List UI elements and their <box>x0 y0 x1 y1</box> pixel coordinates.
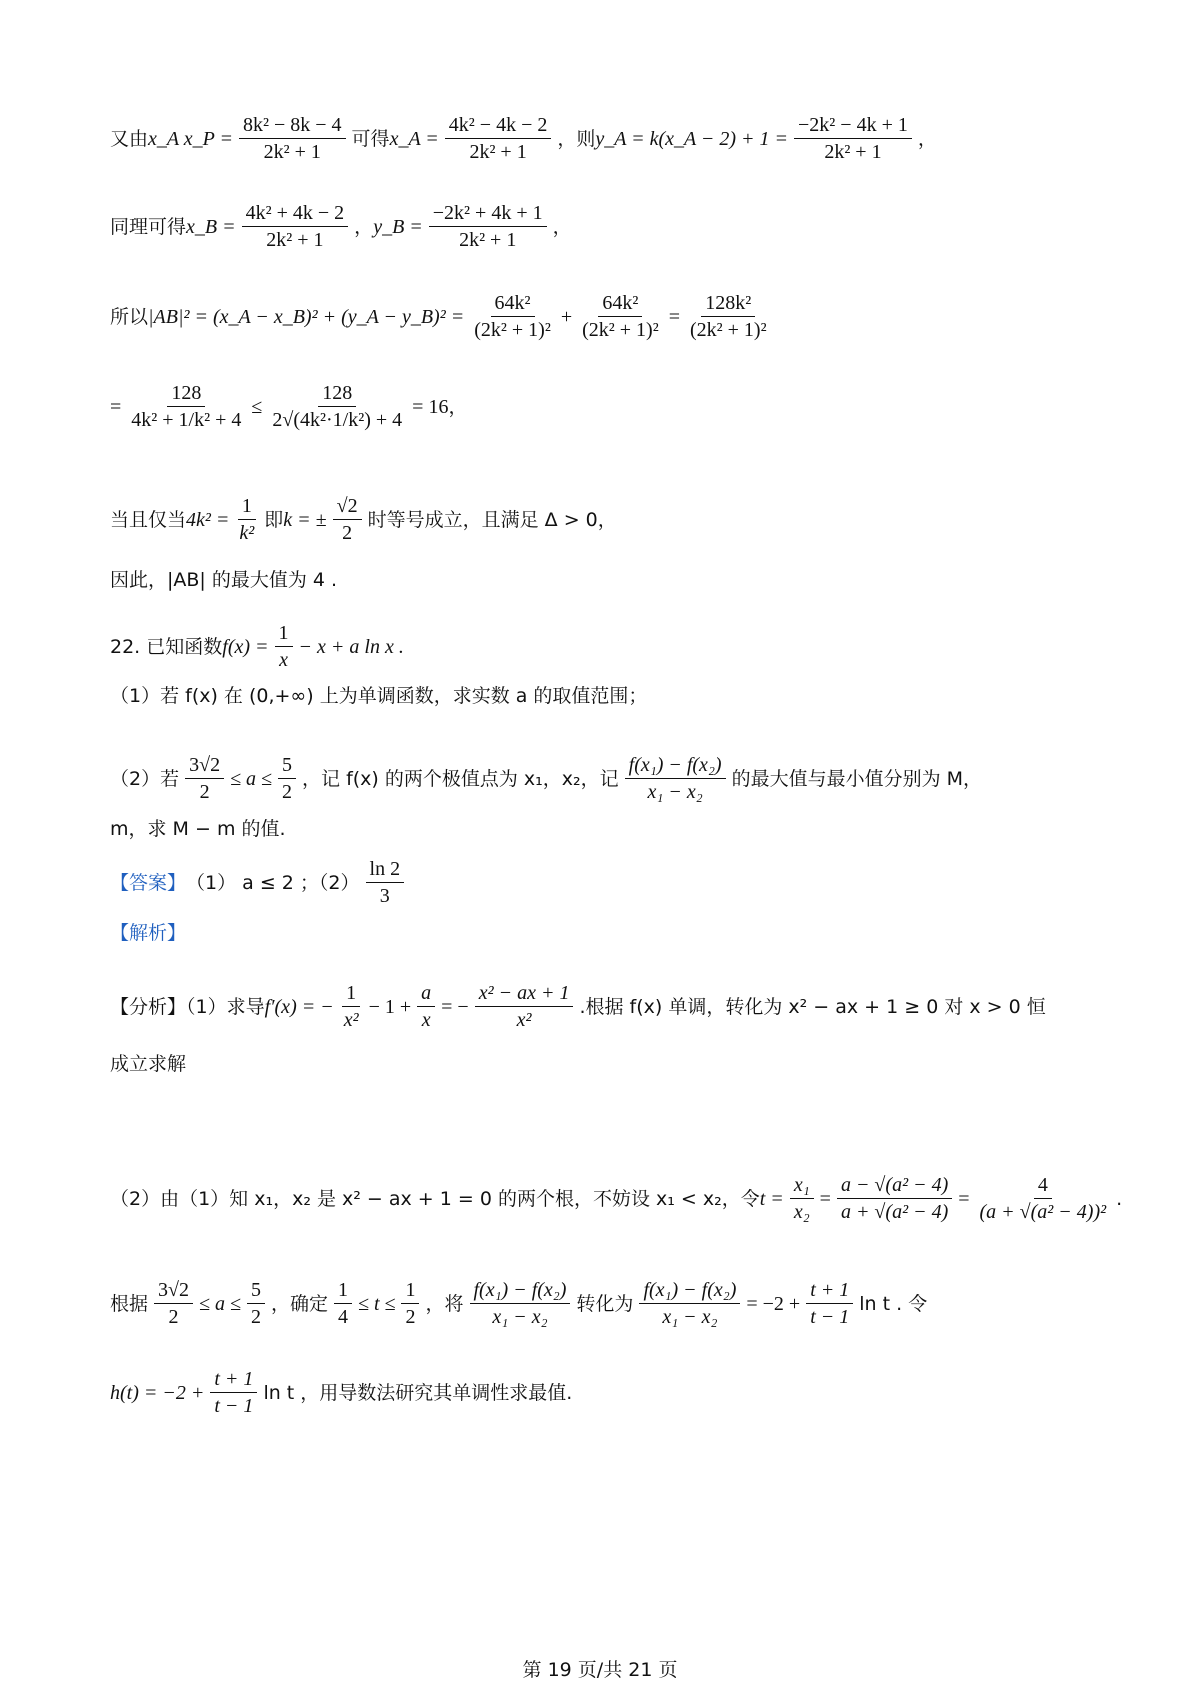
line-ab-squared <box>110 290 777 343</box>
text: .根据 f(x) 单调，转化为 x² − ax + 1 ≥ 0 对 x > 0 恒 <box>579 995 1046 1018</box>
answer-tag: 【答案】 <box>110 871 187 894</box>
fraction: $\frac{t + 1}{t - 1}$ <box>210 1366 257 1419</box>
operator: = <box>110 395 122 418</box>
fraction: $\frac{1}{4}$ <box>334 1277 352 1330</box>
operator: = <box>819 1187 831 1210</box>
fraction: $\frac{t + 1}{t - 1}$ <box>806 1277 853 1330</box>
text: 【分析】（1）求导 <box>110 995 265 1018</box>
formula: f′(x) = − <box>264 995 334 1018</box>
text: 的最大值与最小值分别为 M， <box>731 767 982 790</box>
text: 转化为 <box>576 1292 634 1315</box>
analysis-tag-line <box>110 919 186 947</box>
analysis-part1-cont <box>110 1050 186 1078</box>
formula: t = <box>759 1187 784 1210</box>
fraction: $\frac{\text{8k² − 8k − 4}}{\text{2k² + 1}}$ <box>239 112 346 165</box>
operator: ≤ <box>251 395 263 418</box>
formula: x_A x_P = <box>148 127 233 150</box>
analysis-part2-range <box>110 1277 927 1330</box>
text: m，求 M − m 的值. <box>110 818 286 840</box>
fraction: $\frac{\text{x² − ax + 1}}{\text{x²}}$ <box>475 980 574 1033</box>
text: 同理可得 <box>110 215 187 238</box>
formula: ≤ t ≤ <box>357 1292 396 1315</box>
formula: y_A = k(x_A − 2) + 1 = <box>595 127 789 150</box>
operator: = <box>668 305 680 328</box>
operator: + <box>560 305 573 328</box>
fraction: $\frac{1}{\text{x²}}$ <box>343 982 359 1031</box>
fraction: $\frac{\text{f(x₁) − f(x₂)}}{\text{x₁ − x₂}}$ <box>625 752 726 805</box>
fraction: $\frac{1}{\text{k²}}$ <box>239 495 255 544</box>
text: 成立求解 <box>110 1053 187 1075</box>
text: 即 <box>264 508 284 531</box>
formula: ≤ a ≤ <box>199 1292 241 1315</box>
fraction: $\frac{1}{2}$ <box>401 1277 419 1330</box>
formula: − x + a ln x . <box>298 635 404 658</box>
analysis-part2 <box>110 1172 1122 1225</box>
fraction: $\frac{√2}{2}$ <box>333 493 362 546</box>
fraction: $\frac{128}{\text{2√(4k²·1/k²) + 4}}$ <box>272 382 403 431</box>
formula: = −2 + <box>746 1292 801 1315</box>
problem-22-part1 <box>110 682 647 710</box>
fraction: $\frac{128}{\text{4k² + 1/k² + 4}}$ <box>131 382 242 431</box>
text: 因此，|AB| 的最大值为 4 . <box>110 569 338 591</box>
fraction: $\frac{\text{4k² + 4k − 2}}{\text{2k² + 1}}$ <box>242 200 349 253</box>
formula: f(x) = <box>222 635 269 658</box>
text: （1）若 f(x) 在 (0,+∞) 上为单调函数，求实数 a 的取值范围； <box>110 685 648 707</box>
text: （1） a ≤ 2 ；（2） <box>186 871 360 894</box>
text: ， <box>448 395 468 418</box>
formula: x_B = <box>186 215 236 238</box>
analysis-h-function <box>110 1366 572 1419</box>
fraction: $\frac{\text{−2k² − 4k + 1}}{\text{2k² + 1}}$ <box>794 112 912 165</box>
text: . <box>1116 1187 1123 1210</box>
text: ， <box>354 215 374 238</box>
line-conclusion <box>110 566 337 594</box>
text: （2）若 <box>110 767 180 790</box>
text: 所以 <box>110 305 149 328</box>
line-equality-condition <box>110 493 617 546</box>
formula: − 1 + <box>368 995 412 1018</box>
text: ln t ，用导数法研究其单调性求最值. <box>263 1381 573 1404</box>
fraction: $\frac{3√2}{2}$ <box>185 752 224 805</box>
analysis-tag: 【解析】 <box>110 922 187 944</box>
formula: ≤ a ≤ <box>230 767 273 790</box>
text: ，则 <box>557 127 596 150</box>
formula: |AB|² = (x_A − x_B)² + (y_A − y_B)² = <box>148 305 465 328</box>
text: ， <box>552 215 572 238</box>
text: 根据 <box>110 1292 149 1315</box>
fraction: $\frac{5}{2}$ <box>247 1277 265 1330</box>
fraction: $\frac{\text{f(x₁) − f(x₂)}}{\text{x₁ − x₂}}$ <box>639 1277 740 1330</box>
text: ，记 f(x) 的两个极值点为 x₁，x₂，记 <box>302 767 619 790</box>
page-footer: 第 19 页/共 21 页 <box>522 1659 678 1681</box>
formula: y_B = <box>373 215 423 238</box>
line-xa <box>110 112 937 165</box>
fraction: $\frac{4}{\text{(a + √(a² − 4))²}}$ <box>979 1174 1107 1223</box>
fraction: $\frac{\text{a − √(a² − 4)}}{\text{a + √(a² − 4)}}$ <box>837 1172 952 1225</box>
line-inequality <box>110 380 467 433</box>
problem-22-part2-cont <box>110 815 286 843</box>
fraction: $\frac{\text{−2k² + 4k + 1}}{\text{2k² + 1}}$ <box>429 200 547 253</box>
analysis-part1 <box>110 980 1046 1033</box>
fraction: $\frac{5}{2}$ <box>278 752 296 805</box>
line-xb <box>110 200 572 253</box>
fraction: $\frac{\text{4k² − 4k − 2}}{\text{2k² + 1}}$ <box>445 112 552 165</box>
text: （2）由（1）知 x₁，x₂ 是 x² − ax + 1 = 0 的两个根，不妨设 x₁ < x₂，令 <box>110 1187 760 1210</box>
text: 22. 已知函数 <box>110 635 223 658</box>
formula: = 16 <box>412 395 449 418</box>
fraction: $\frac{\text{64k²}}{\text{(2k² + 1)²}}$ <box>582 292 659 341</box>
formula: 4k² = <box>186 508 230 531</box>
text: ln t . 令 <box>859 1292 928 1315</box>
text: 可得 <box>351 127 390 150</box>
text: ，确定 <box>270 1292 328 1315</box>
fraction: $\frac{a}{x}$ <box>417 980 435 1033</box>
fraction: $\frac{\ln 2}{3}$ <box>366 856 405 909</box>
fraction: $\frac{\text{128k²}}{\text{(2k² + 1)²}}$ <box>689 292 767 341</box>
fraction: $\frac{\text{64k²}}{\text{(2k² + 1)²}}$ <box>474 292 551 341</box>
formula: h(t) = −2 + <box>110 1381 205 1404</box>
formula: k = ± <box>283 508 327 531</box>
formula: = − <box>441 995 469 1018</box>
operator: = <box>958 1187 970 1210</box>
answer-line <box>110 856 410 909</box>
text: ，将 <box>425 1292 464 1315</box>
fraction: $\frac{1}{x}$ <box>275 620 293 673</box>
text: 时等号成立，且满足 Δ > 0， <box>367 508 617 531</box>
text: ， <box>917 127 937 150</box>
fraction: $\frac{3√2}{2}$ <box>154 1277 193 1330</box>
fraction: $\frac{\text{x₁}}{\text{x₂}}$ <box>790 1172 814 1225</box>
text: 当且仅当 <box>110 508 187 531</box>
formula: x_A = <box>389 127 439 150</box>
problem-22-part2 <box>110 752 982 805</box>
fraction: $\frac{\text{f(x₁) − f(x₂)}}{\text{x₁ − x₂}}$ <box>470 1277 571 1330</box>
text: 又由 <box>110 127 149 150</box>
problem-22-statement <box>110 620 404 673</box>
